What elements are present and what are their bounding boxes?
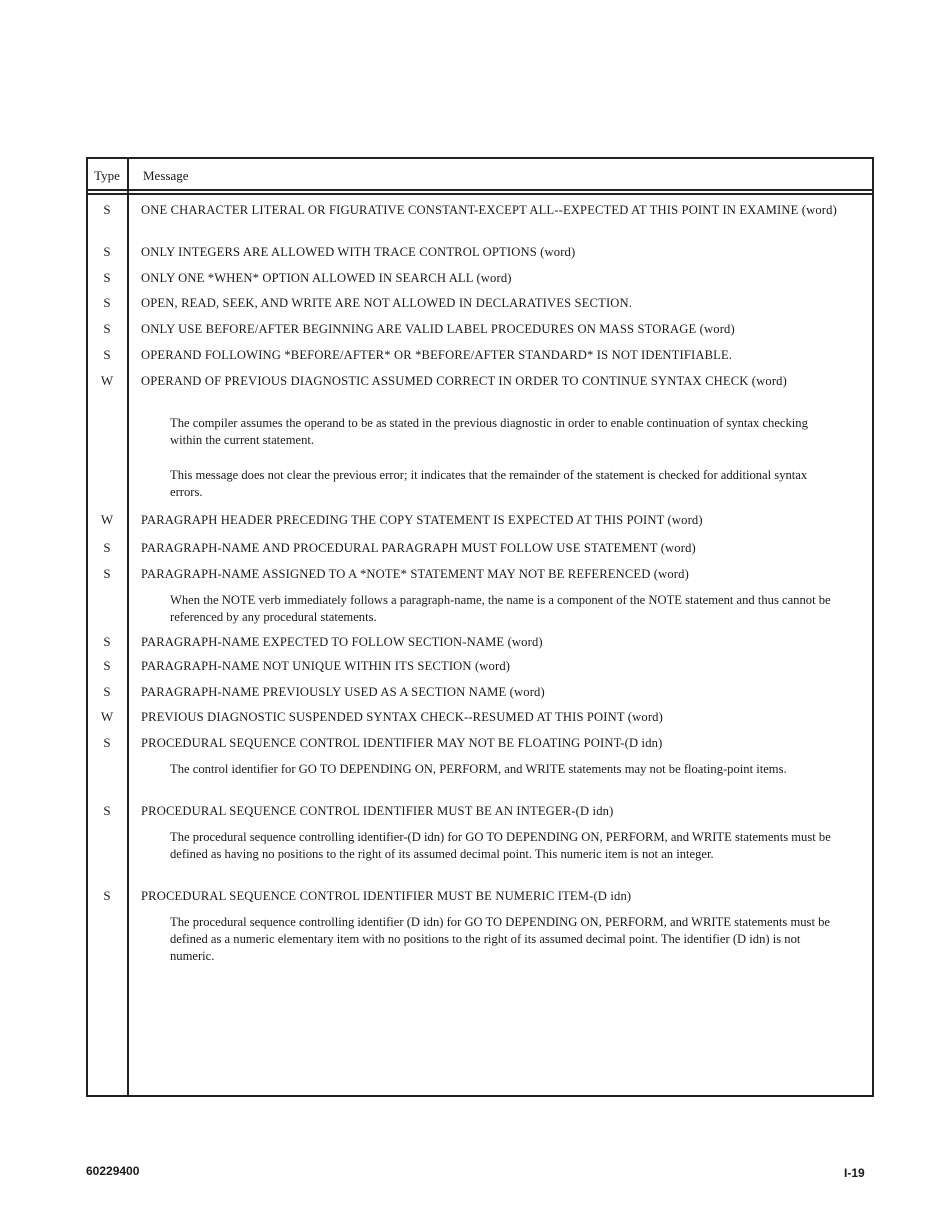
row-message: ONLY INTEGERS ARE ALLOWED WITH TRACE CONTROL OPTIONS (word)	[141, 245, 576, 259]
row-type: S	[103, 244, 111, 259]
row-note: The control identifier for GO TO DEPENDING ON, PERFORM, and WRITE statements may not be floating-point items.	[170, 762, 787, 776]
row-message: OPEN, READ, SEEK, AND WRITE ARE NOT ALLOWED IN DECLARATIVES SECTION.	[141, 296, 633, 310]
row-type: S	[103, 295, 111, 310]
row-type: S	[103, 202, 111, 217]
row-type: S	[103, 270, 111, 285]
row-type: S	[103, 347, 111, 362]
row-message: PROCEDURAL SEQUENCE CONTROL IDENTIFIER MAY NOT BE FLOATING POINT-(D idn)	[141, 736, 663, 750]
row-type: S	[103, 735, 111, 750]
row-message: OPERAND FOLLOWING *BEFORE/AFTER* OR *BEFORE/AFTER STANDARD* IS NOT IDENTIFIABLE.	[141, 348, 733, 362]
row-note: When the NOTE verb immediately follows a paragraph-name, the name is a component of the NOTE statement and thus cannot be referenced by any procedural statements.	[170, 593, 831, 624]
column-header-message: Message	[143, 168, 189, 183]
row-note: The procedural sequence controlling identifier (D idn) for GO TO DEPENDING ON, PERFORM, and WRITE statements must be defined as a numeric elementary item with no positions to the right of its assumed decimal point. The identifier (D idn) is not numeric.	[170, 915, 830, 963]
row-message: PARAGRAPH-NAME PREVIOUSLY USED AS A SECTION NAME (word)	[141, 685, 545, 699]
row-note: This message does not clear the previous error; it indicates that the remainder of the statement is checked for additional syntax errors.	[170, 468, 808, 499]
row-message: ONLY USE BEFORE/AFTER BEGINNING ARE VALID LABEL PROCEDURES ON MASS STORAGE (word)	[141, 322, 735, 336]
row-message: OPERAND OF PREVIOUS DIAGNOSTIC ASSUMED CORRECT IN ORDER TO CONTINUE SYNTAX CHECK (word)	[141, 374, 787, 388]
row-type: W	[100, 709, 114, 724]
row-message: PROCEDURAL SEQUENCE CONTROL IDENTIFIER MUST BE NUMERIC ITEM-(D idn)	[141, 889, 632, 903]
document-number: 60229400	[86, 1164, 140, 1178]
row-type: S	[103, 540, 111, 555]
row-type: W	[100, 512, 114, 527]
row-type: S	[103, 803, 111, 818]
column-header-type: Type	[94, 168, 120, 183]
page-number: I-19	[844, 1166, 865, 1180]
row-message: PREVIOUS DIAGNOSTIC SUSPENDED SYNTAX CHECK--RESUMED AT THIS POINT (word)	[141, 710, 663, 724]
row-type: S	[103, 566, 111, 581]
row-message: PARAGRAPH-NAME ASSIGNED TO A *NOTE* STATEMENT MAY NOT BE REFERENCED (word)	[141, 567, 689, 581]
row-type: S	[103, 684, 111, 699]
row-type: S	[103, 321, 111, 336]
row-type: S	[103, 888, 111, 903]
row-note: The compiler assumes the operand to be as stated in the previous diagnostic in order to enable continuation of syntax checking within the current statement.	[170, 416, 808, 447]
header-rule	[86, 189, 874, 191]
row-message: PARAGRAPH-NAME NOT UNIQUE WITHIN ITS SECTION (word)	[141, 659, 511, 673]
row-type: S	[103, 634, 111, 649]
row-type: S	[103, 658, 111, 673]
row-message: ONE CHARACTER LITERAL OR FIGURATIVE CONSTANT-EXCEPT ALL--EXPECTED AT THIS POINT IN EXAMINE (word)	[141, 203, 837, 217]
row-message: ONLY ONE *WHEN* OPTION ALLOWED IN SEARCH ALL (word)	[141, 271, 512, 285]
header-rule	[86, 193, 874, 195]
row-type: W	[100, 373, 114, 388]
row-message: PARAGRAPH-NAME EXPECTED TO FOLLOW SECTION-NAME (word)	[141, 635, 543, 649]
row-message: PROCEDURAL SEQUENCE CONTROL IDENTIFIER MUST BE AN INTEGER-(D idn)	[141, 804, 614, 818]
row-message: PARAGRAPH-NAME AND PROCEDURAL PARAGRAPH MUST FOLLOW USE STATEMENT (word)	[141, 541, 696, 555]
row-message: PARAGRAPH HEADER PRECEDING THE COPY STATEMENT IS EXPECTED AT THIS POINT (word)	[141, 513, 703, 527]
row-note: The procedural sequence controlling identifier-(D idn) for GO TO DEPENDING ON, PERFORM, and WRITE statements must be defined as having no positions to the right of its assumed decimal point. This numeric item is not an integer.	[170, 830, 831, 861]
